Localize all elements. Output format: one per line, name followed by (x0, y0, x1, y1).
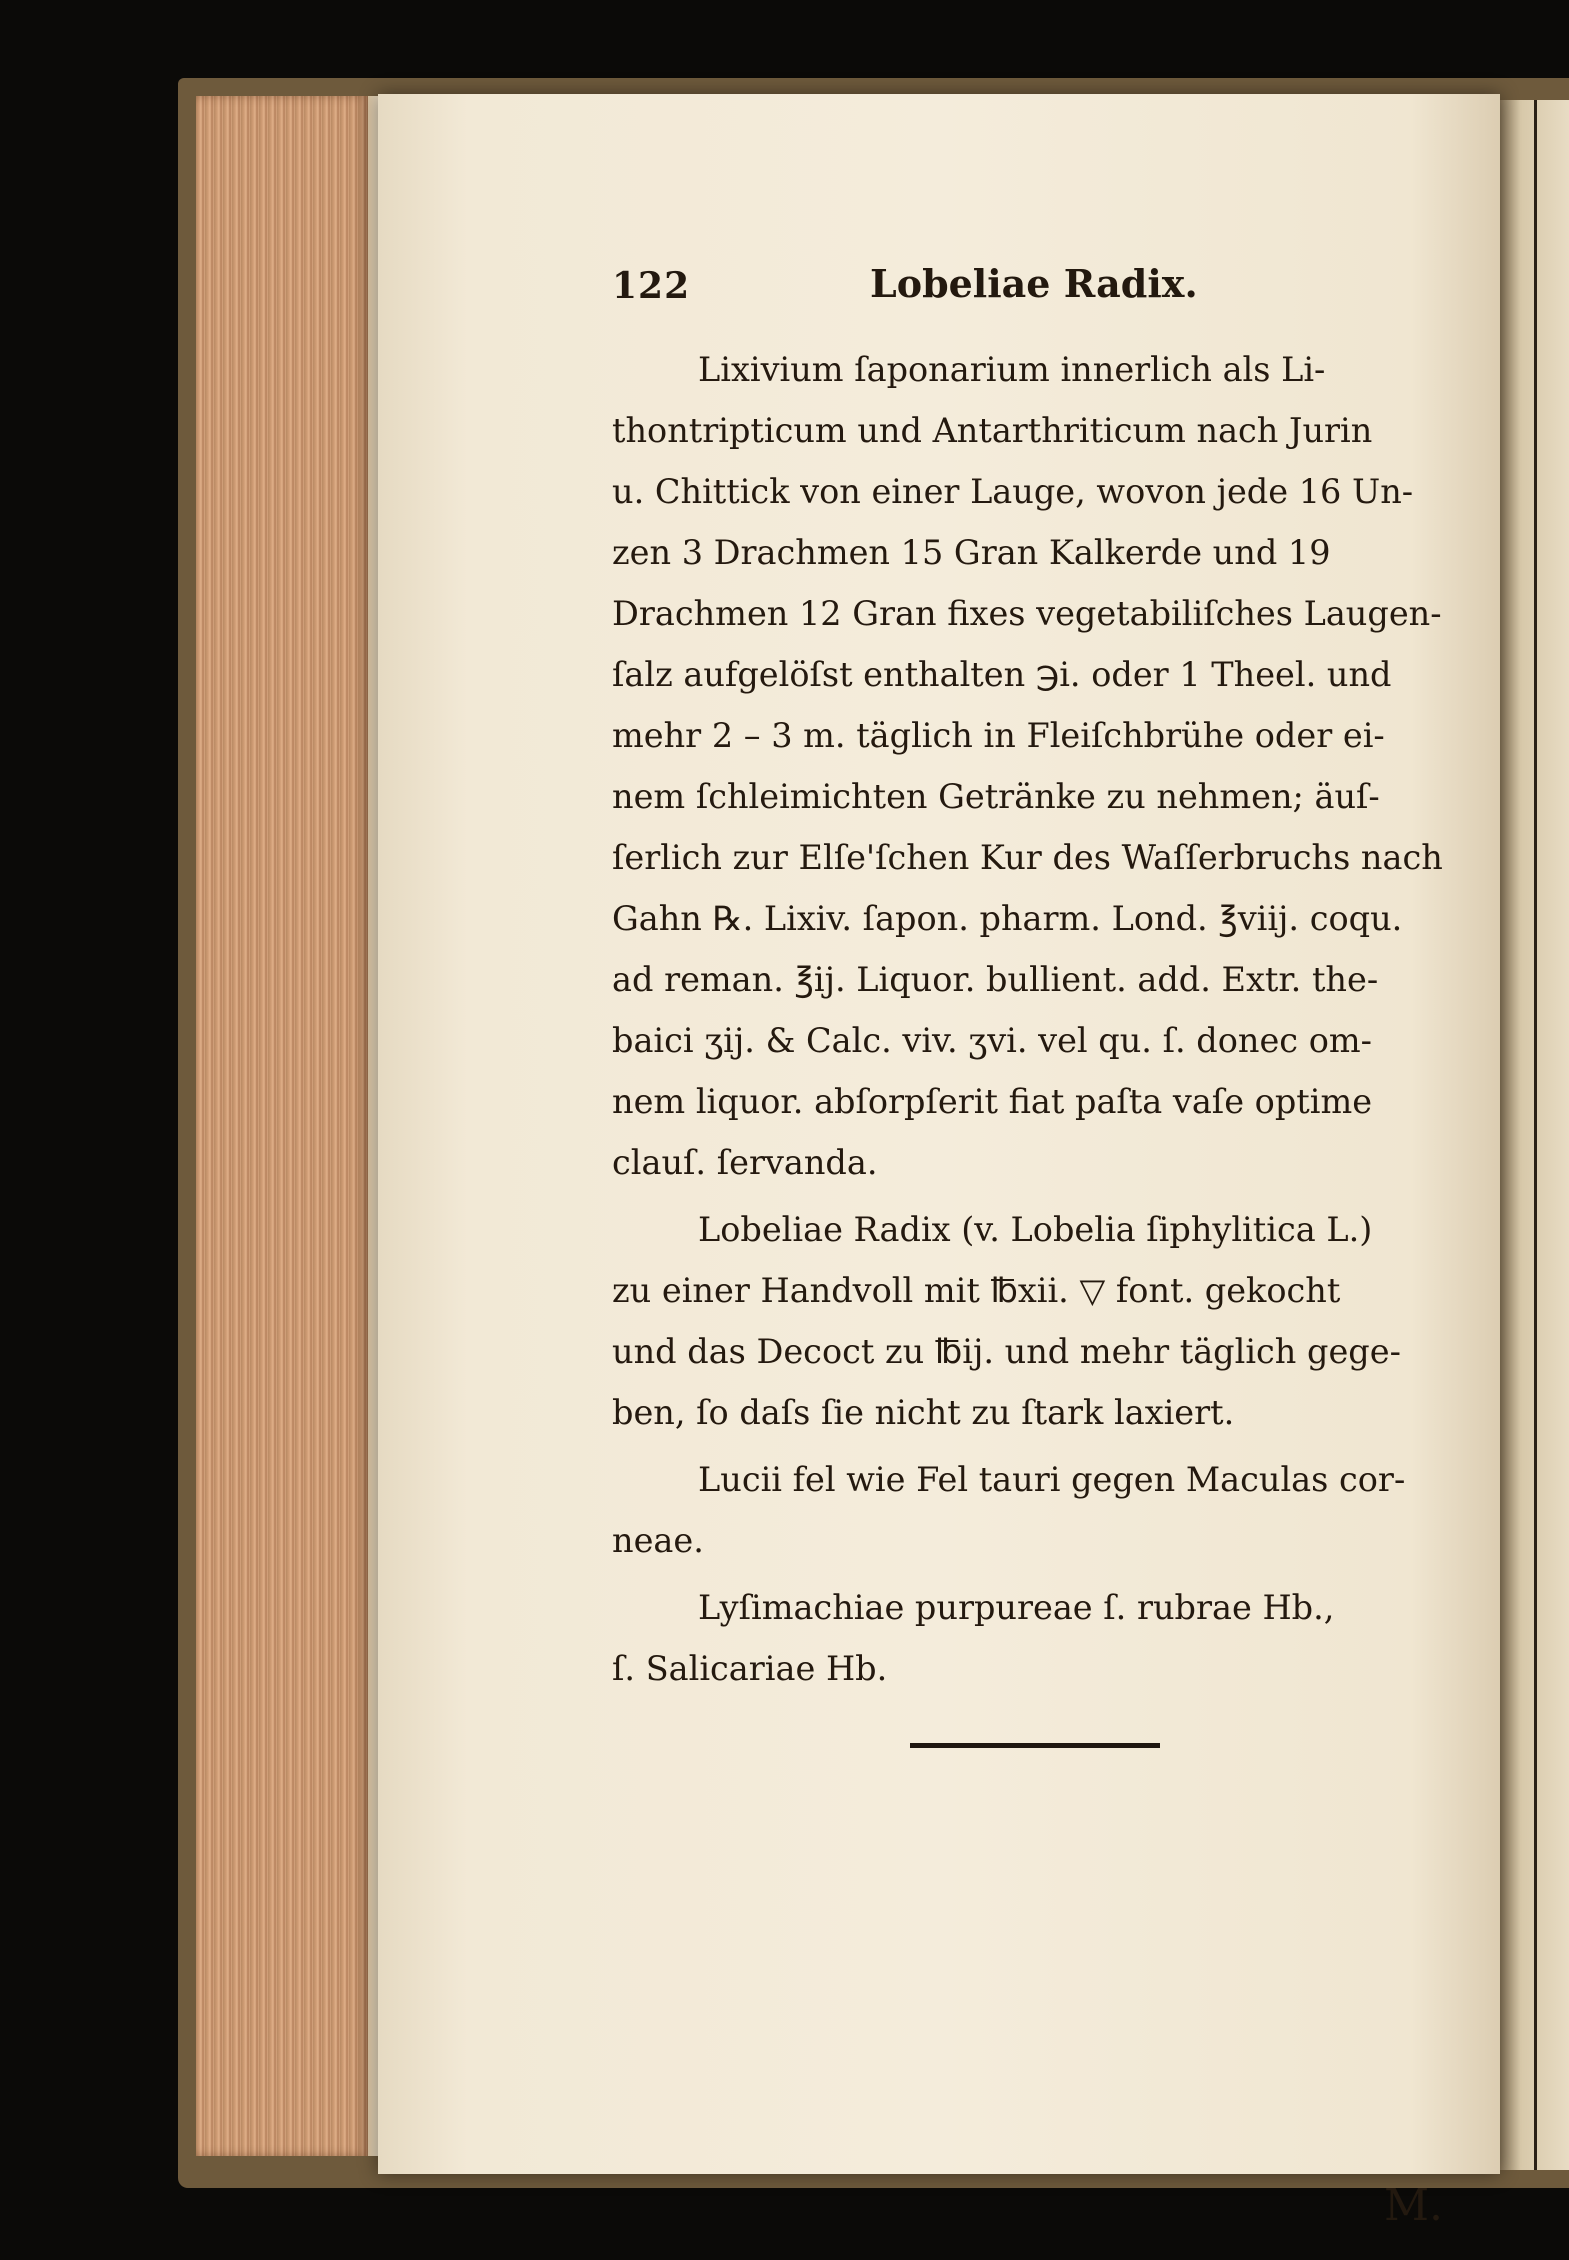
text-line: Lobeliae Radix (v. Lobelia ſiphylitica L.) (698, 1210, 1373, 1249)
text-line: ad reman. ℥ij. Liquor. bullient. add. Extr. the- (612, 960, 1379, 999)
text-line: neae. (612, 1521, 704, 1560)
facing-page-edge (1500, 100, 1569, 2170)
text-line: Lyſimachiae purpureae ſ. rubrae Hb., (698, 1588, 1335, 1627)
text-line: ſerlich zur Elſe'ſchen Kur des Waſſerbruchs nach (612, 838, 1443, 877)
page-edges (196, 96, 368, 2156)
running-head (612, 261, 1512, 325)
text-line: nem ſchleimichten Getränke zu nehmen; äuſ- (612, 777, 1380, 816)
page-number: 122 (612, 265, 691, 307)
text-line: Drachmen 12 Gran fixes vegetabiliſches Laugen- (612, 594, 1442, 633)
book-page (378, 94, 1500, 2174)
text-line: baici ʒij. & Calc. viv. ʒvi. vel qu. ſ. donec om- (612, 1021, 1372, 1060)
text-line: Lucii fel wie Fel tauri gegen Maculas cor- (698, 1460, 1406, 1499)
text-line: Gahn ℞. Lixiv. ſapon. pharm. Lond. ℥viij. coqu. (612, 899, 1403, 938)
text-line: ſalz aufgelöſst enthalten ℈i. oder 1 Theel. und (612, 655, 1392, 694)
text-line: ben, ſo daſs ſie nicht zu ſtark laxiert. (612, 1393, 1235, 1432)
text-line: u. Chittick von einer Lauge, wovon jede 16 Un- (612, 472, 1414, 511)
text-line: zu einer Handvoll mit ℔xii. ▽ font. gekocht (612, 1271, 1341, 1310)
text-line: ſ. Salicariae Hb. (612, 1649, 888, 1688)
gutter-line (1534, 100, 1537, 2170)
text-line: Lixivium ſaponarium innerlich als Li- (698, 350, 1326, 389)
text-line: clauſ. ſervanda. (612, 1143, 878, 1182)
header-title: Lobeliae Radix. (870, 261, 1198, 306)
text-line: zen 3 Drachmen 15 Gran Kalkerde und 19 (612, 533, 1331, 572)
text-line: nem liquor. abſorpſerit fiat paſta vaſe optime (612, 1082, 1373, 1121)
catchword: M. (1384, 2180, 1444, 2231)
end-rule (910, 1743, 1160, 1748)
text-line: mehr 2 – 3 m. täglich in Fleiſchbrühe oder ei- (612, 716, 1385, 755)
text-line: und das Decoct zu ℔ij. und mehr täglich gege- (612, 1332, 1401, 1371)
text-line: thontripticum und Antarthriticum nach Jurin (612, 411, 1373, 450)
